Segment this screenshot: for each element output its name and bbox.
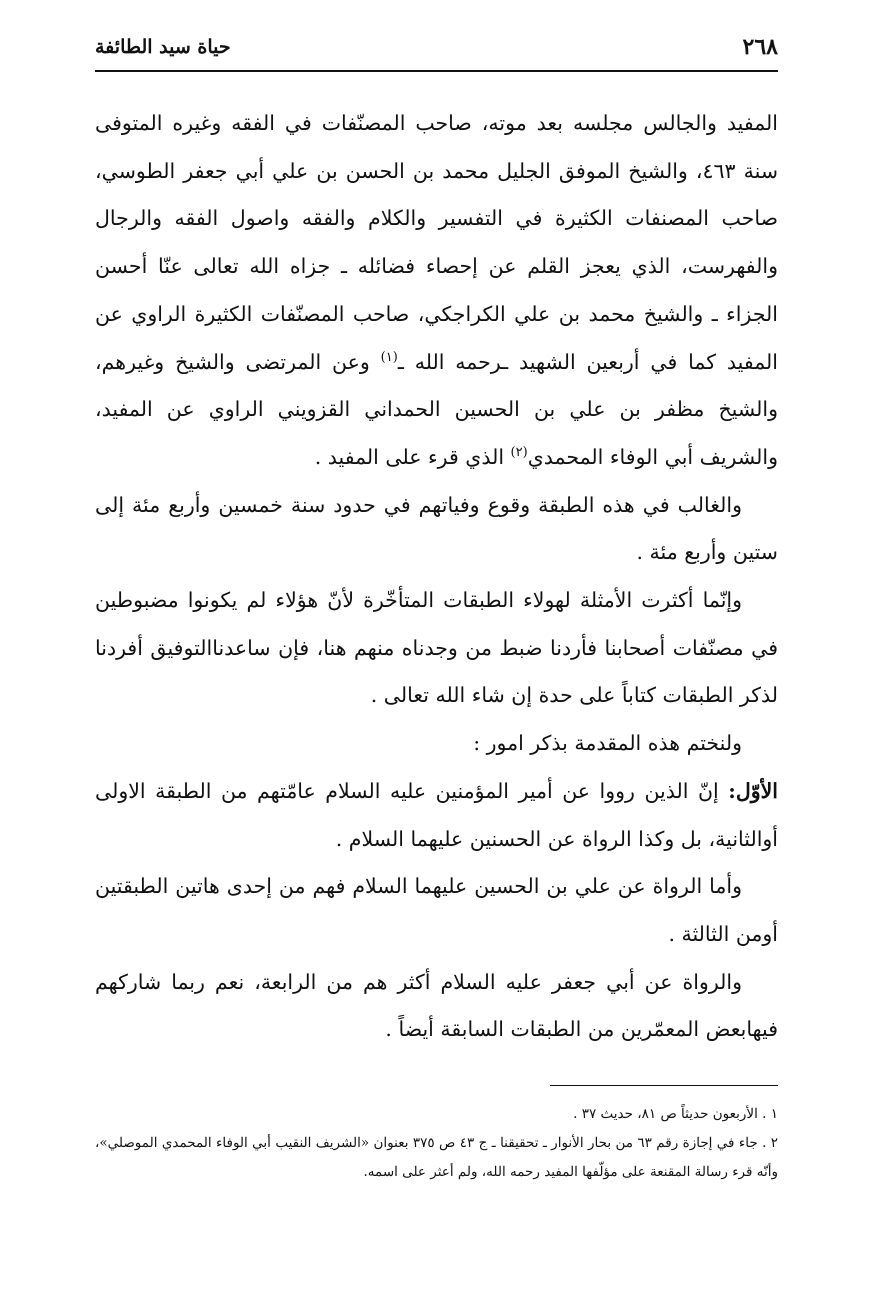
paragraph: وإنّما أكثرت الأمثلة لهولاء الطبقات المتأخّرة لأنّ هؤلاء لم يكونوا مضبوطين في مصنّفات أصحابنا فأردنا ضبط من وجدناه منهم هنا، فإن ساعدناالتوفيق أفردنا لذكر الطبقات كتاباً على حدة إن شاء الله تعالى . [95, 588, 778, 708]
footnotes [95, 1100, 778, 1187]
footnote-reference-2: (٢) [510, 445, 528, 461]
footnote-1: ١ . الأربعون حديثاً ص ٨١، حديث ٣٧ . [573, 1106, 778, 1122]
paragraph: وأما الرواة عن علي بن الحسين عليهما السلام فهم من إحدى هاتين الطبقتين أومن الثالثة . [95, 874, 778, 946]
point-label: الأوّل: [728, 778, 778, 803]
paragraph: والغالب في هذه الطبقة وقوع وفياتهم في حدود سنة خمسين وأربع مئة إلى ستين وأربع مئة . [95, 492, 778, 565]
running-head [95, 34, 778, 68]
footnote-2: ٢ . جاء في إجازة رقم ٦٣ من بحار الأنوار ـ تحقيقنا ـ ج ٤٣ ص ٣٧٥ بعنوان «الشريف النقيب أبي الوفاء المحمدي الموصلي»، وأنّه قرء رسالة المقنعة على مؤلّفها المفيد رحمه الله، ولم أعثر على اسمه. [95, 1135, 779, 1180]
page-number: ٢٦٨ [742, 34, 778, 60]
main-text [95, 100, 778, 1054]
footnote-reference-1: (١) [380, 349, 398, 365]
paragraph-text: وعن المرتضى والشيخ وغيرهم، والشيخ مظفر بن علي بن الحسين الحمداني القزويني الراوي عن المفيد، والشريف أبي الوفاء المحمدي [95, 349, 778, 469]
paragraph-text: المفيد والجالس مجلسه بعد موته، صاحب المصنّفات في الفقه وغيره المتوفى سنة ٤٦٣، والشيخ الموفق الجليل محمد بن الحسن بن علي أبي جعفر الطوسي، صاحب المصنفات الكثيرة في التفسير والكلام والفقه واصول الفقه والرجال والفهرست، الذي يعجز القلم عن إحصاء فضائله ـ جزاه الله تعالى عنّا أحسن الجزاء ـ والشيخ محمد بن علي الكراجكي، صاحب المصنّفات الكثيرة الراوي عن المفيد كما في أربعين الشهيد ـرحمه الله ـ [95, 111, 778, 374]
paragraph-first-point [95, 768, 778, 863]
paragraph-continuation [95, 100, 778, 482]
paragraph-text: إنّ الذين رووا عن أمير المؤمنين عليه السلام عامّتهم من الطبقة الاولى أوالثانية، بل وكذا الرواة عن الحسنين عليهما السلام . [95, 778, 778, 851]
paragraph: والرواة عن أبي جعفر عليه السلام أكثر هم من الرابعة، نعم ربما شاركهم فيهابعض المعمّرين من الطبقات السابقة أيضاً . [95, 969, 778, 1042]
running-title: حياة سيد الطائفة [95, 36, 231, 58]
footnote-separator [550, 1085, 778, 1086]
header-rule [95, 70, 778, 72]
paragraph: ولنختم هذه المقدمة بذكر امور : [473, 731, 742, 756]
paragraph-text: الذي قرء على المفيد . [314, 444, 511, 469]
